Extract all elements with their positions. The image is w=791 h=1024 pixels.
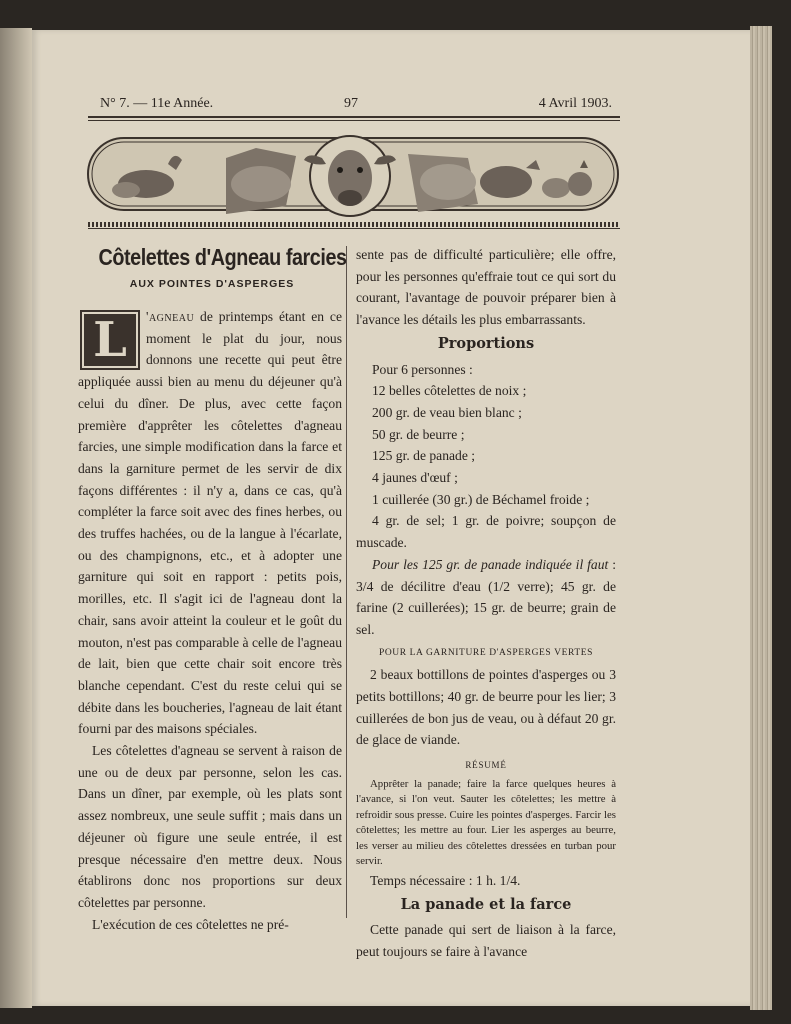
paragraph-execution-cont: sente pas de difficulté particulière; elle offre, pour les personnes qu'effraie tout ce qui sort du courant, l'avantage de pouvoir préparer bien à l'avance les détails les plus embarrassants. <box>356 247 616 328</box>
paragraph-execution-start: L'exécution de ces côtelettes ne pré- <box>92 916 289 932</box>
temps-necessaire: Temps nécessaire : 1 h. 1/4. <box>370 872 521 888</box>
page-number: 97 <box>344 96 358 111</box>
binding-edge <box>0 28 32 1008</box>
proportion-item: 125 gr. de panade ; <box>372 448 476 464</box>
proportion-item: Pour 6 personnes : <box>372 361 473 377</box>
left-column <box>78 306 342 935</box>
proportions-list <box>356 359 616 641</box>
panade-rest: : 3/4 de décilitre d'eau (1/2 verre); 45 gr. de farine (2 cuillerées); 15 gr. de beurre; grain de sel. <box>356 556 616 637</box>
proportion-item: 1 cuillerée (30 gr.) de Béchamel froide ; <box>372 491 590 507</box>
proportion-item: 4 jaunes d'œuf ; <box>372 470 458 486</box>
intro-paragraph <box>78 306 342 740</box>
ornamental-rule <box>88 222 620 227</box>
proportion-item: 4 gr. de sel; 1 gr. de poivre; soupçon de muscade. <box>356 513 616 551</box>
garniture-heading: POUR LA GARNITURE D'ASPERGES VERTES <box>378 647 594 658</box>
farm-animals-vignette-icon <box>86 128 620 220</box>
issue-number: N° 7. — 11e Année. <box>100 96 214 111</box>
paragraph-servings: Les côtelettes d'agneau se servent à raison de une ou de deux par personne, selon les cas. Dans un dîner, par exemple, où les plats sont assez nombreux, une seule suffit ; mais dans un déjeuner où figure une seule entrée, il est presque nécessaire d'en mettre deux. Nous établirons donc nos proportions sur deux côtelettes par personne. <box>78 743 342 910</box>
proportion-item: 50 gr. de beurre ; <box>372 426 465 442</box>
resume-text: Apprêter la panade; faire la farce quelques heures à l'avance, si l'on veut. Sauter les côtelettes; les mettre à refroidir sous presse. Cuire les pointes d'asperges. Farcir les côtelettes; les mettre au four. Lier les asperges au beurre, les verser au milieu des côtelettes dressées en turban pour servir. <box>356 777 616 868</box>
garniture-text: 2 beaux bottillons de pointes d'asperges ou 3 petits bottillons; 40 gr. de beurre pour les lier; 3 cuillerées de bon jus de veau, ou à défaut 20 gr. de glace de viande. <box>356 667 616 748</box>
article-subtitle: AUX POINTES D'ASPERGES <box>129 278 295 290</box>
farce-heading: La panade et la farce <box>400 895 572 913</box>
issue-date: 4 Avril 1903. <box>538 96 612 111</box>
intro-text: de printemps étant en ce moment le plat du jour, nous donnons une recette qui peut être appliquée aussi bien au menu du déjeuner qu'à celui du dîner. De plus, avec cette façon première d'apprêter les côtelettes d'agneau farcies, une simple modification dans la farce et dans la garniture permet de les servir de dix façons différentes : il n'y a, dans ce cas, qu'à compléter la farce soit avec des fines herbes, ou des truffes hachées, ou de la langue à l'écarlate, ou des champignons, etc., et à adopter une garniture qui soit en rapport : petits pois, morilles, etc. Il s'agit ici de l'agneau dont la chair, sans avoir atteint la couleur et le goût du mouton, n'est pas comparable à celle de l'agneau de lait, bien que cette chair soit encore très blanche cependant. C'est du reste celui qui se débite dans les boucheries, l'agneau de lait étant fourni par des maisons spéciales. <box>78 309 342 737</box>
ornamental-rule-thin <box>88 228 620 229</box>
proportions-heading: Proportions <box>437 334 535 352</box>
header-rule-thin <box>88 120 620 121</box>
column-divider <box>346 246 347 918</box>
panade-proportions <box>356 554 616 641</box>
running-header <box>88 96 620 114</box>
right-column <box>356 244 616 963</box>
drop-cap: L <box>80 310 140 370</box>
article-title: Côtelettes d'Agneau farcies <box>98 244 347 270</box>
panade-italic: Pour les 125 gr. de panade indiquée il faut <box>372 556 609 572</box>
farce-text: Cette panade qui sert de liaison à la farce, peut toujours se faire à l'avance <box>356 922 616 959</box>
resume-heading: RÉSUMÉ <box>465 760 507 771</box>
intro-smallcaps: 'agneau <box>146 309 195 324</box>
proportion-item: 12 belles côtelettes de noix ; <box>372 383 527 399</box>
header-rule <box>88 116 620 118</box>
page-stack-edge <box>750 26 772 1010</box>
proportion-item: 200 gr. de veau bien blanc ; <box>372 404 522 420</box>
